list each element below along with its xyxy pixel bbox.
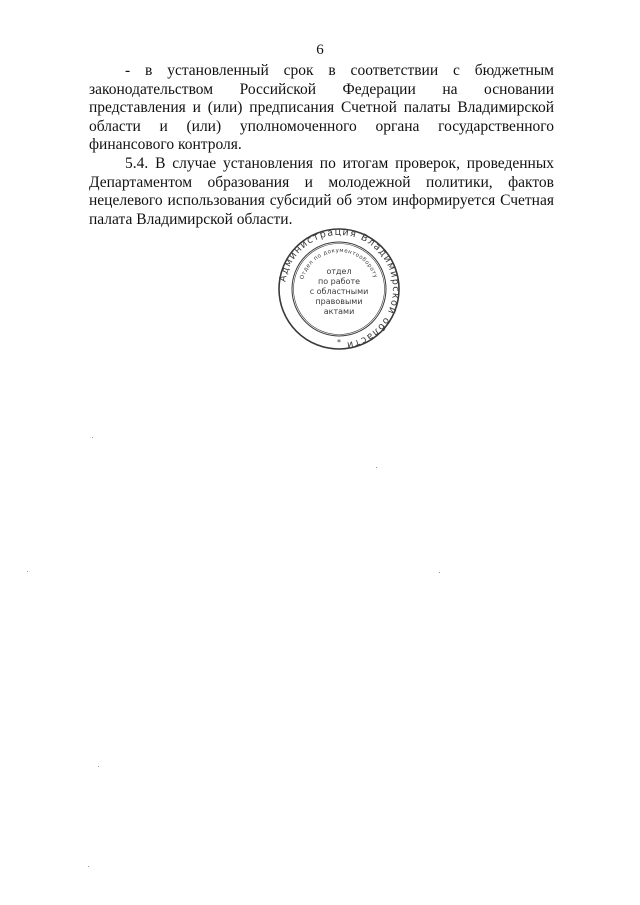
stamp-seal-icon — [271, 228, 407, 350]
page-number: 6 — [316, 42, 324, 58]
document-body — [89, 62, 554, 229]
stamp-center-line-5: актами — [323, 307, 355, 316]
stamp-center-line-1: отдел — [326, 267, 352, 276]
stamp-star: * — [337, 338, 341, 347]
stamp-center-line-3: с областными — [309, 287, 369, 296]
stamp-center-line-2: по работе — [317, 277, 361, 286]
scan-speck — [27, 571, 28, 572]
paragraph-5-4: 5.4. В случае установления по итогам проверок, проведенных Департаментом образования и молодежной политики, фактов нецелевого использования субсидий об этом информируется Счетная палата Владимирской области. — [89, 154, 554, 228]
stamp-center-line-4: правовыми — [315, 297, 363, 306]
stamp-outer-text: Администрация Владимирской области — [277, 228, 402, 350]
stamp-inner-text: Отдел по документообороту — [299, 247, 379, 281]
scan-speck — [98, 766, 99, 767]
official-stamp — [271, 228, 407, 350]
scan-speck — [376, 467, 377, 468]
paragraph-deadline: - в установленный срок в соответствии с бюджетным законодательством Российской Федерации на основании представления и (или) предписания Счетной палаты Владимирской области и (или) уполномоченного органа государственного финансового контроля. — [89, 62, 554, 154]
scan-speck — [439, 572, 440, 573]
scan-speck — [88, 866, 89, 867]
scan-speck — [92, 437, 93, 438]
